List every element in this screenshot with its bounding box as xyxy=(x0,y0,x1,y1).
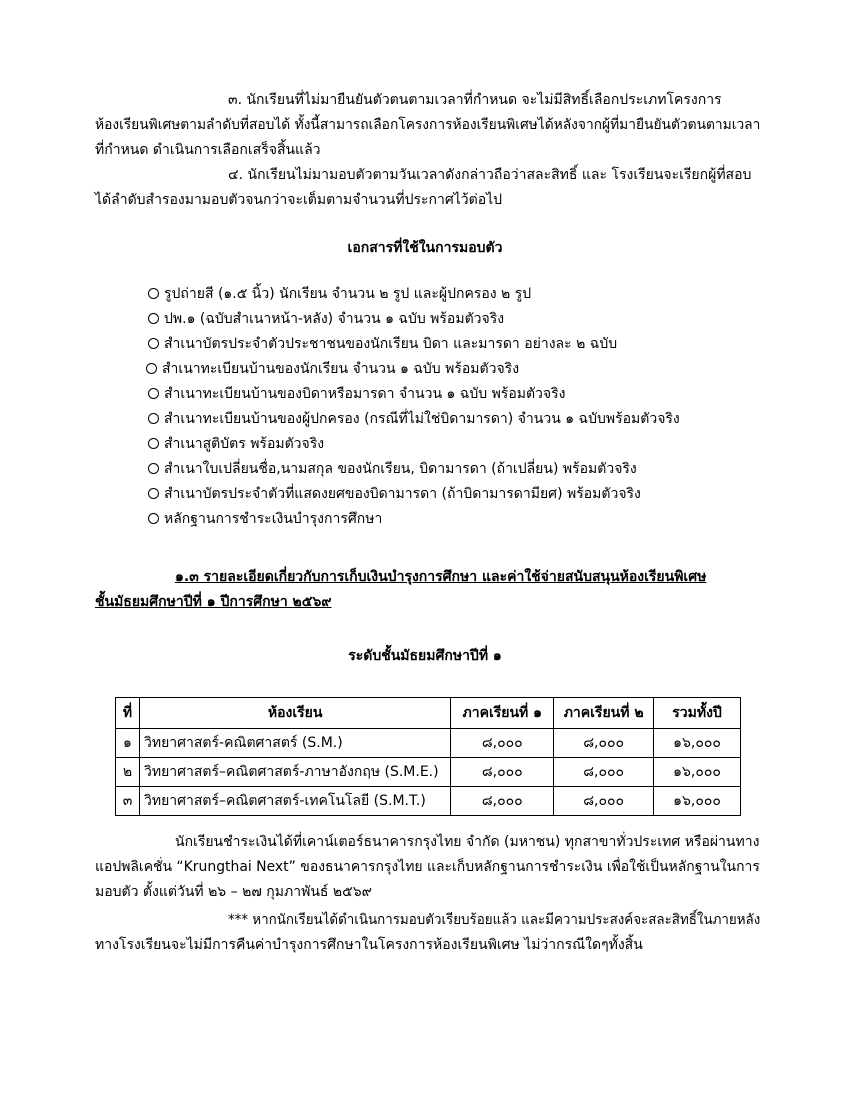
payment-line2: แอปพลิเคชั่น “Krungthai Next” ของธนาคารกรุงไทย และเก็บหลักฐานการชำระเงิน เพื่อใช้เป็นหลักฐานในการ xyxy=(95,859,760,875)
col-header-semester2: ภาคเรียนที่ ๒ xyxy=(554,698,654,729)
table-row xyxy=(116,758,741,787)
document-item: ปพ.๑ (ฉบับสำเนาหน้า-หลัง) จำนวน ๑ ฉบับ พร้อมตัวจริง xyxy=(148,309,504,329)
semester2-fee: ๘,๐๐๐ xyxy=(554,758,654,787)
circle-bullet-icon xyxy=(148,313,159,324)
classroom-name: วิทยาศาสตร์–คณิตศาสตร์-ภาษาอังกฤษ (S.M.E.) xyxy=(139,758,450,787)
document-item: สำเนาสูติบัตร พร้อมตัวจริง xyxy=(148,434,324,454)
circle-bullet-icon xyxy=(146,363,157,374)
document-item: สำเนาใบเปลี่ยนชื่อ,นามสกุล ของนักเรียน, บิดามารดา (ถ้าเปลี่ยน) พร้อมตัวจริง xyxy=(148,459,637,479)
circle-bullet-icon xyxy=(148,513,159,524)
row-number: ๑ xyxy=(116,729,140,758)
col-header-number: ที่ xyxy=(116,698,140,729)
level-heading: ระดับชั้นมัธยมศึกษาปีที่ ๑ xyxy=(348,648,502,664)
payment-line3: มอบตัว ตั้งแต่วันที่ ๒๖ – ๒๗ กุมภาพันธ์ ๒๕๖๙ xyxy=(95,884,372,900)
document-item: สำเนาทะเบียนบ้านของผู้ปกครอง (กรณีที่ไม่ใช่บิดามารดา) จำนวน ๑ ฉบับพร้อมตัวจริง xyxy=(148,409,680,429)
payment-line1: นักเรียนชำระเงินได้ที่เคาน์เตอร์ธนาคารกรุงไทย จำกัด (มหาชน) ทุกสาขาทั่วประเทศ หรือผ่านทาง xyxy=(175,834,760,850)
circle-bullet-icon xyxy=(148,288,159,299)
refund-note-line2: ทางโรงเรียนจะไม่มีการคืนค่าบำรุงการศึกษาในโครงการห้องเรียนพิเศษ ไม่ว่ากรณีใดๆทั้งสิ้น xyxy=(95,937,643,953)
item4-line2: ได้ลำดับสำรองมามอบตัวจนกว่าจะเต็มตามจำนวนที่ประกาศไว้ต่อไป xyxy=(95,192,503,208)
total-fee: ๑๖,๐๐๐ xyxy=(654,787,741,816)
item4-line1: ๔. นักเรียนไม่มามอบตัวตามวันเวลาดังกล่าวถือว่าสละสิทธิ์ และ โรงเรียนจะเรียกผู้ที่สอบ xyxy=(228,167,752,183)
table-row xyxy=(116,787,741,816)
col-header-semester1: ภาคเรียนที่ ๑ xyxy=(451,698,554,729)
item3-line3: ที่กำหนด ดำเนินการเลือกเสร็จสิ้นแล้ว xyxy=(95,142,321,158)
circle-bullet-icon xyxy=(148,463,159,474)
total-fee: ๑๖,๐๐๐ xyxy=(654,758,741,787)
classroom-name: วิทยาศาสตร์–คณิตศาสตร์-เทคโนโลยี (S.M.T.) xyxy=(139,787,450,816)
document-item: สำเนาทะเบียนบ้านของบิดาหรือมารดา จำนวน ๑ ฉบับ พร้อมตัวจริง xyxy=(148,384,565,404)
total-fee: ๑๖,๐๐๐ xyxy=(654,729,741,758)
circle-bullet-icon xyxy=(148,488,159,499)
circle-bullet-icon xyxy=(148,388,159,399)
semester2-fee: ๘,๐๐๐ xyxy=(554,729,654,758)
section13-title-line1: ๑.๓ รายละเอียดเกี่ยวกับการเก็บเงินบำรุงการศึกษา และค่าใช้จ่ายสนับสนุนห้องเรียนพิเศษ xyxy=(175,569,707,585)
semester2-fee: ๘,๐๐๐ xyxy=(554,787,654,816)
document-item: หลักฐานการชำระเงินบำรุงการศึกษา xyxy=(148,509,382,529)
circle-bullet-icon xyxy=(148,338,159,349)
item3-line2: ห้องเรียนพิเศษตามลำดับที่สอบได้ ทั้งนี้สามารถเลือกโครงการห้องเรียนพิเศษได้หลังจากผู้ที่มายืนยันตัวตนตามเวลา xyxy=(95,117,761,133)
documents-heading: เอกสารที่ใช้ในการมอบตัว xyxy=(347,240,503,256)
circle-bullet-icon xyxy=(148,413,159,424)
document-item: สำเนาบัตรประจำตัวประชาชนของนักเรียน บิดา และมารดา อย่างละ ๒ ฉบับ xyxy=(148,334,617,354)
section13-title-line2: ชั้นมัธยมศึกษาปีที่ ๑ ปีการศึกษา ๒๕๖๙ xyxy=(95,594,332,610)
item3-line1: ๓. นักเรียนที่ไม่มายืนยันตัวตนตามเวลาที่กำหนด จะไม่มีสิทธิ์เลือกประเภทโครงการ xyxy=(228,92,722,108)
document-item: สำเนาทะเบียนบ้านของนักเรียน จำนวน ๑ ฉบับ พร้อมตัวจริง xyxy=(146,359,519,379)
classroom-name: วิทยาศาสตร์-คณิตศาสตร์ (S.M.) xyxy=(139,729,450,758)
col-header-total: รวมทั้งปี xyxy=(654,698,741,729)
semester1-fee: ๘,๐๐๐ xyxy=(451,758,554,787)
circle-bullet-icon xyxy=(148,438,159,449)
semester1-fee: ๘,๐๐๐ xyxy=(451,787,554,816)
document-item: สำเนาบัตรประจำตัวที่แสดงยศของบิดามารดา (ถ้าบิดามารดามียศ) พร้อมตัวจริง xyxy=(148,484,641,504)
row-number: ๓ xyxy=(116,787,140,816)
row-number: ๒ xyxy=(116,758,140,787)
table-row xyxy=(116,729,741,758)
col-header-classroom: ห้องเรียน xyxy=(139,698,450,729)
semester1-fee: ๘,๐๐๐ xyxy=(451,729,554,758)
document-item: รูปถ่ายสี (๑.๕ นิ้ว) นักเรียน จำนวน ๒ รูป และผู้ปกครอง ๒ รูป xyxy=(148,284,531,304)
refund-note-line1: *** หากนักเรียนได้ดำเนินการมอบตัวเรียบร้อยแล้ว และมีความประสงค์จะสละสิทธิ์ในภายหลัง xyxy=(228,912,761,928)
fee-table xyxy=(115,697,741,816)
fee-table-header-row xyxy=(116,698,741,729)
